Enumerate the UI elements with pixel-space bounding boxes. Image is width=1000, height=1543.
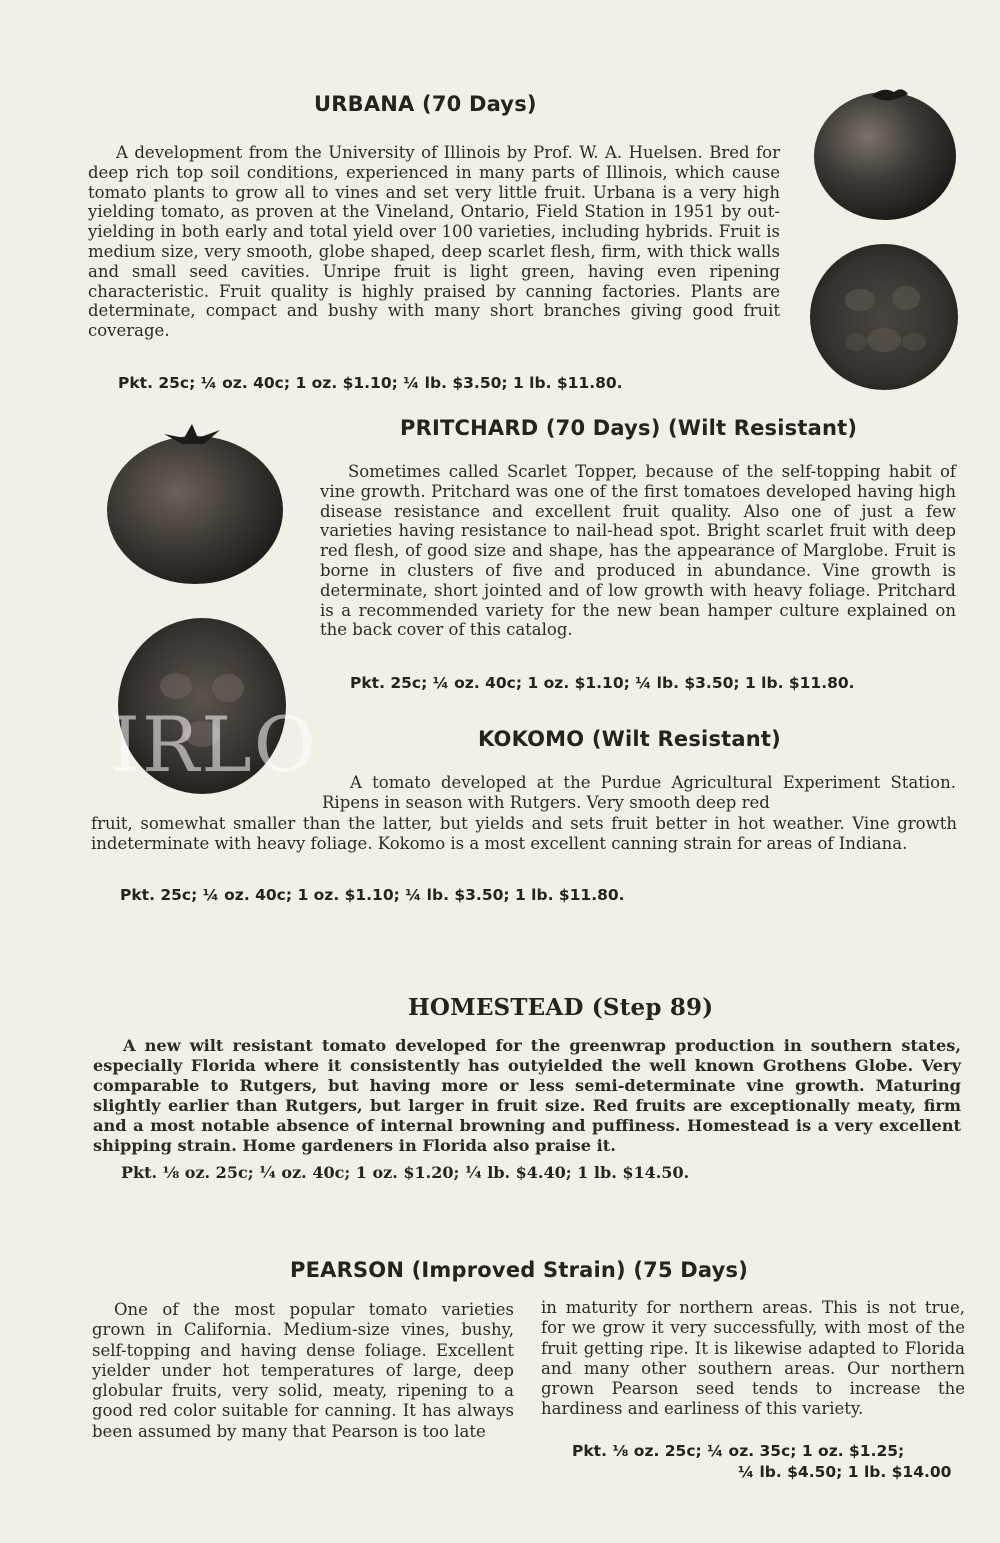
- pritchard-tomato-image: [106, 422, 284, 586]
- urbana-description: A development from the University of Illinois by Prof. W. A. Huelsen. Bred for deep rich top soil conditions, experienced in many parts of Illinois, which cause tomato plants to grow all to vines and set very little fruit. Urbana is a very high yielding tomato, as proven at the Vineland, Ontario, Field Station in 1951 by out-yielding in both early and total yield over 100 varieties, including hybrids. Fruit is medium size, very smooth, globe shaped, deep scarlet flesh, firm, with thick walls and small seed cavities. Unripe fruit is light green, having even ripening characteristic. Fruit quality is highly praised by canning factories. Plants are determinate, compact and bushy with many short branches giving good fruit coverage.: [88, 143, 780, 341]
- urbana-title: URBANA (70 Days): [314, 92, 537, 116]
- watermark: IRLO: [110, 700, 319, 789]
- pearson-description-left: One of the most popular tomato varieties grown in California. Medium-size vines, bushy, self-topping and having dense foliage. Excellent yielder under hot temperatures of large, deep globular fruits, very solid, meaty, ripening to a good red color suitable for canning. It has always been assumed by many that Pearson is too late: [92, 1300, 514, 1441]
- pearson-description-right: in maturity for northern areas. This is not true, for we grow it very successfully, with most of the fruit getting ripe. It is likewise adapted to Florida and many other southern areas. Our northern grown Pearson seed tends to increase the hardiness and earliness of this variety.: [541, 1298, 965, 1419]
- pritchard-title: PRITCHARD (70 Days) (Wilt Resistant): [400, 416, 858, 440]
- pearson-price-line2: ¼ lb. $4.50; 1 lb. $14.00: [738, 1463, 952, 1481]
- kokomo-description-part1: A tomato developed at the Purdue Agricultural Experiment Station. Ripens in season with Rutgers. Very smooth deep red: [322, 773, 956, 812]
- urbana-cut-tomato-image: [808, 242, 960, 392]
- urbana-tomato-image: [810, 84, 960, 222]
- homestead-price: Pkt. ⅛ oz. 25c; ¼ oz. 40c; 1 oz. $1.20; ¼ lb. $4.40; 1 lb. $14.50.: [121, 1163, 690, 1182]
- pearson-title: PEARSON (Improved Strain) (75 Days): [290, 1258, 749, 1282]
- kokomo-title: KOKOMO (Wilt Resistant): [478, 727, 781, 751]
- pritchard-price: Pkt. 25c; ¼ oz. 40c; 1 oz. $1.10; ¼ lb. $3.50; 1 lb. $11.80.: [350, 674, 855, 692]
- pritchard-description: Sometimes called Scarlet Topper, because of the self-topping habit of vine growth. Pritchard was one of the first tomatoes developed having high disease resistance and excellent fruit quality. Also one of just a few varieties having resistance to nail-head spot. Bright scarlet fruit with deep red flesh, of good size and shape, has the appearance of Marglobe. Fruit is borne in clusters of five and produced in abundance. Vine growth is determinate, short jointed and of low growth with heavy foliage. Pritchard is a recommended variety for the new bean hamper culture explained on the back cover of this catalog.: [320, 462, 956, 640]
- pearson-price-line1: Pkt. ⅛ oz. 25c; ¼ oz. 35c; 1 oz. $1.25;: [572, 1442, 905, 1460]
- kokomo-description-part2: fruit, somewhat smaller than the latter, but yields and sets fruit better in hot weather. Vine growth indeterminate with heavy foliage. Kokomo is a most excellent canning strain for areas of Indiana.: [91, 814, 957, 853]
- urbana-price: Pkt. 25c; ¼ oz. 40c; 1 oz. $1.10; ¼ lb. $3.50; 1 lb. $11.80.: [118, 374, 623, 392]
- kokomo-price: Pkt. 25c; ¼ oz. 40c; 1 oz. $1.10; ¼ lb. $3.50; 1 lb. $11.80.: [120, 886, 625, 904]
- homestead-title: HOMESTEAD (Step 89): [408, 994, 714, 1021]
- homestead-description: A new wilt resistant tomato developed for the greenwrap production in southern states, especially Florida where it consistently has outyielded the well known Grothens Globe. Very comparable to Rutgers, but having more or less semi-determinate vine growth. Maturing slightly earlier than Rutgers, but larger in fruit size. Red fruits are exceptionally meaty, firm and a most notable absence of internal browning and puffiness. Homestead is a very excellent shipping strain. Home gardeners in Florida also praise it.: [93, 1036, 961, 1155]
